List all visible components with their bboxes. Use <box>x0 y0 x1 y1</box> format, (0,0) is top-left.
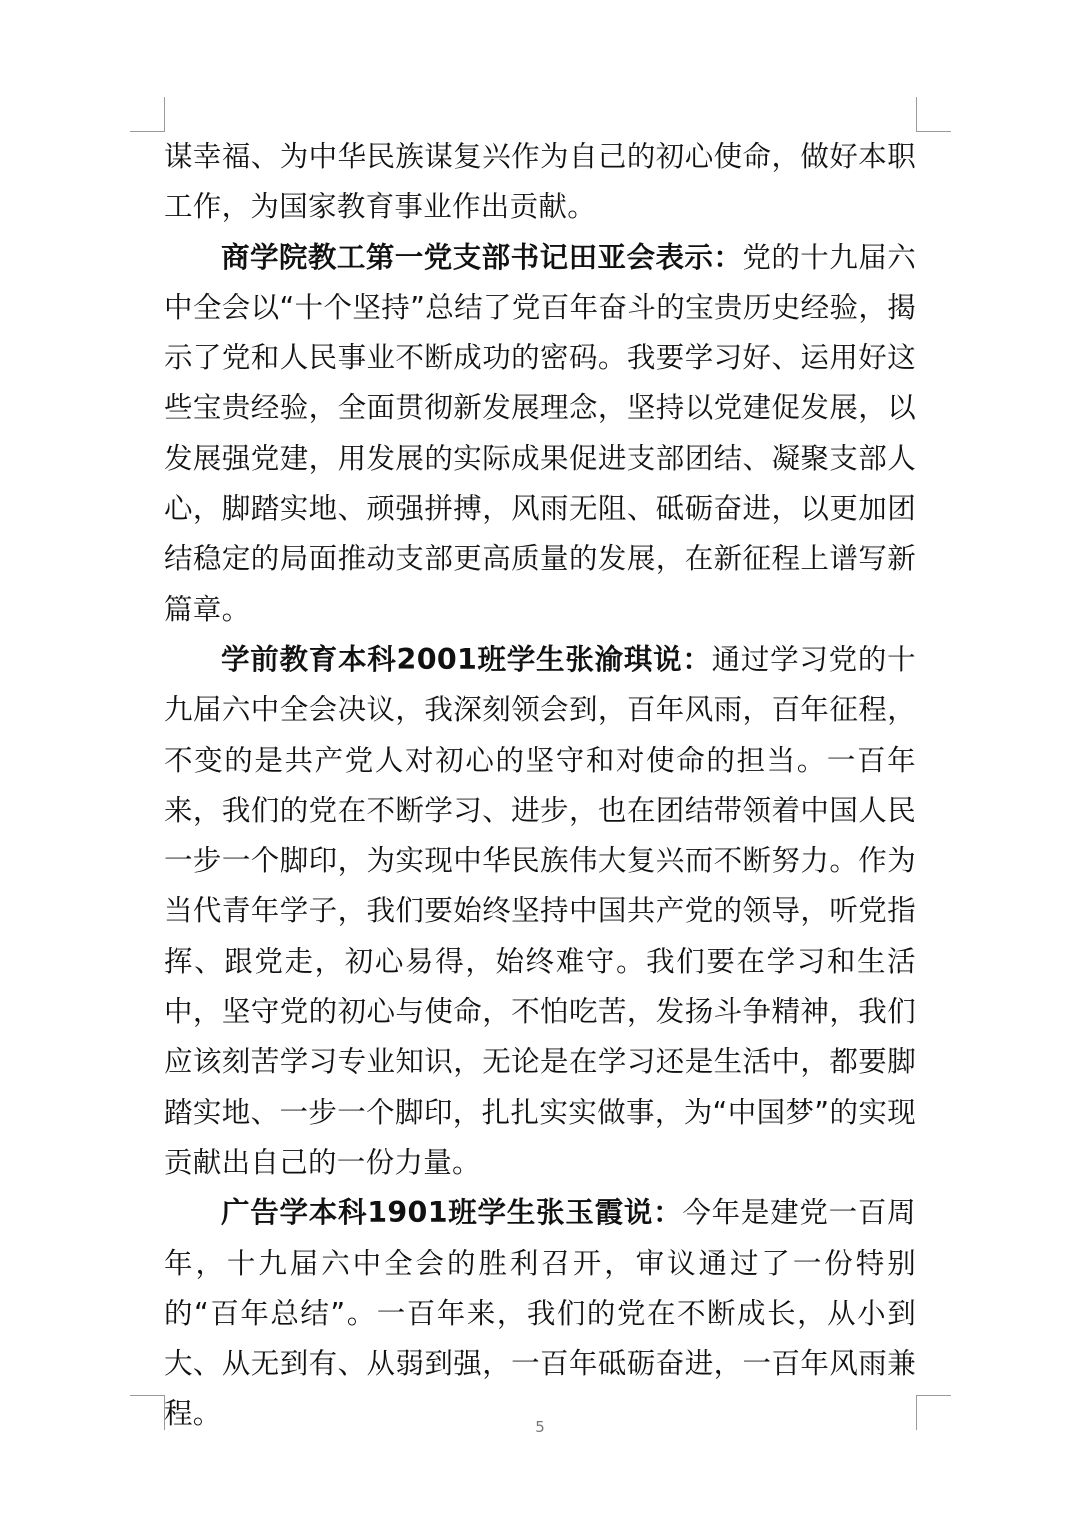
page-number: 5 <box>535 1418 545 1436</box>
crop-mark-top-left <box>130 97 165 132</box>
crop-mark-top-right <box>916 97 951 132</box>
paragraph-text: 今年是建党一百周年，十九届六中全会的胜利召开，审议通过了一份特别的“百年总结”。一百年来，我们的党在不断成长，从小到大、从无到有、从弱到强，一百年砥砺奋进，一百年风雨兼程。 <box>164 1196 916 1431</box>
paragraph-text: 通过学习党的十九届六中全会决议，我深刻领会到，百年风雨，百年征程，不变的是共产党人对初心的坚守和对使命的担当。一百年来，我们的党在不断学习、进步，也在团结带领着中国人民一步一个脚印，为实现中华民族伟大复兴而不断努力。作为当代青年学子，我们要始终坚持中国共产党的领导，听党指挥、跟党走，初心易得，始终难守。我们要在学习和生活中，坚守党的初心与使命，不怕吃苦，发扬斗争精神，我们应该刻苦学习专业知识，无论是在学习还是生活中，都要脚踏实地、一步一个脚印，扎扎实实做事，为“中国梦”的实现贡献出自己的一份力量。 <box>164 642 916 1179</box>
speaker-label: 商学院教工第一党支部书记田亚会表示： <box>221 240 743 274</box>
paragraph-continuation <box>164 132 916 233</box>
paragraph-quote <box>164 1188 916 1439</box>
speaker-label: 学前教育本科2001班学生张渝琪说： <box>221 642 712 676</box>
document-body <box>164 132 916 1440</box>
speaker-label: 广告学本科1901班学生张玉霞说： <box>221 1196 683 1230</box>
paragraph-text: 谋幸福、为中华民族谋复兴作为自己的初心使命，做好本职工作，为国家教育事业作出贡献。 <box>164 140 916 224</box>
paragraph-text: 党的十九届六中全会以“十个坚持”总结了党百年奋斗的宝贵历史经验，揭示了党和人民事业不断成功的密码。我要学习好、运用好这些宝贵经验，全面贯彻新发展理念，坚持以党建促发展，以发展强党建，用发展的实际成果促进支部团结、凝聚支部人心，脚踏实地、顽强拼搏，风雨无阻、砥砺奋进，以更加团结稳定的局面推动支部更高质量的发展，在新征程上谱写新篇章。 <box>164 240 916 626</box>
paragraph-quote <box>164 635 916 1188</box>
paragraph-quote <box>164 233 916 635</box>
